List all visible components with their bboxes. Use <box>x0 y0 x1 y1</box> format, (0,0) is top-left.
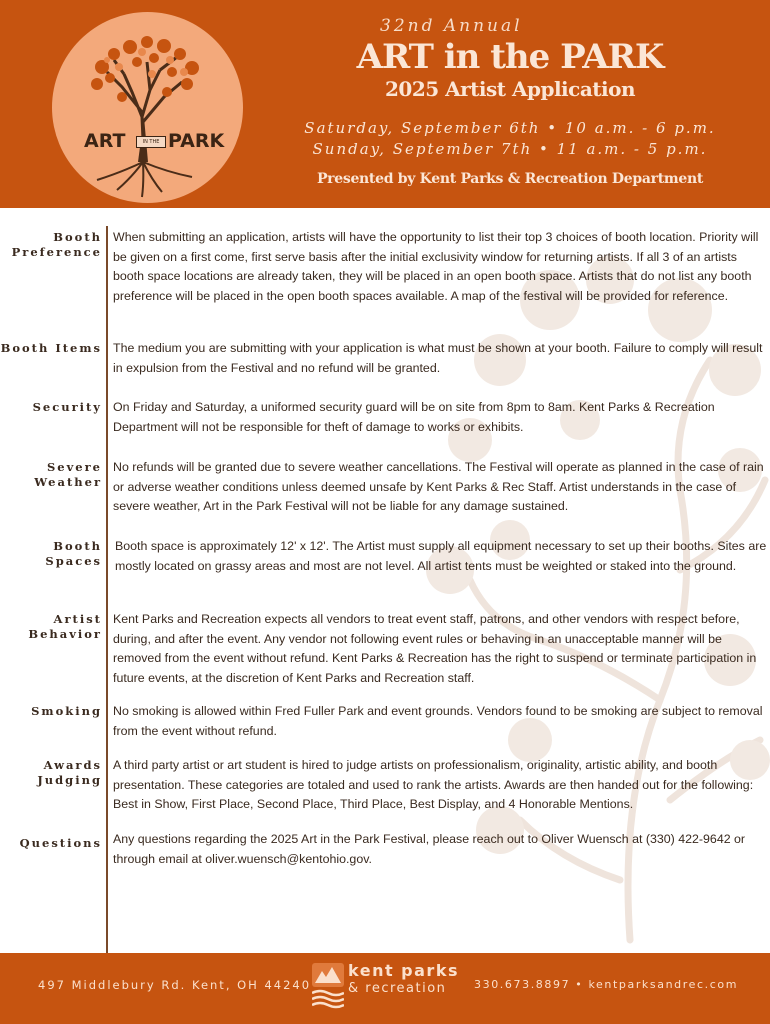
art-in-the-park-logo <box>52 12 243 203</box>
date-sunday: Sunday, September 7th • 11 a.m. - 5 p.m. <box>312 140 708 158</box>
section-label: Questions <box>19 836 102 850</box>
section-text: Any questions regarding the 2025 Art in the Park Festival, please reach out to Oliver Wuensch at (330) 422-9642 or through email at oliver.wuensch@kentohio.gov. <box>113 832 746 866</box>
section-text: No refunds will be granted due to severe weather cancellations. The Festival will operate as planned in the case of rain or adverse weather conditions unless deemed unsafe by Kent Parks & Rec Staff. Artist understands in the case of severe weather, Art in the Park Festival will not be liable for any damage sustained. <box>113 460 764 513</box>
annual-edition: 32nd Annual <box>380 16 523 36</box>
section-text: On Friday and Saturday, a uniformed security guard will be on site from 8pm to 8am. Kent Parks & Recreation Department will not be responsible for theft of damage to works or exhibits. <box>113 400 715 434</box>
kent-parks-logo-icon <box>312 963 344 1009</box>
page-title: ART in the PARK <box>356 37 664 77</box>
section-text: A third party artist or art student is hired to judge artists on professionalism, originality, artistic ability, and booth presentation. These categories are totaled and used to rank the artists. Awards are then handed out for the following: Best in Show, First Place, Second Place, Third Place, Best Display, and 4 Honorable Mentions. <box>113 758 754 811</box>
section-text: When submitting an application, artists will have the opportunity to list their top 3 choices of booth location. Priority will be given on a first come, first serve basis after the initial exclusivity window for returning artists. If all 3 of an artists booth space locations are already taken, they will be placed in an open booth space. Artists that do not list any booth preference will be placed in the open booth spaces available. A map of the festival will be provided for reference. <box>113 230 759 303</box>
logo-text-park: PARK <box>168 130 225 152</box>
logo-text-art: ART <box>84 130 126 152</box>
section-label: Booth Items <box>0 341 102 355</box>
section-text: Booth space is approximately 12' x 12'. The Artist must supply all equipment necessary to set up their booths. Sites are mostly located on grassy areas and most are not level. All artist tents must be weighted or staked into the ground. <box>115 539 767 573</box>
section-label: Severe Weather <box>34 460 102 489</box>
section-text: The medium you are submitting with your application is what must be shown at your booth. Failure to comply will result in expulsion from the Festival and no refund will be granted. <box>113 341 763 375</box>
footer-brand-kent-parks: kent parks <box>348 961 459 980</box>
date-saturday: Saturday, September 6th • 10 a.m. - 6 p.m. <box>304 119 716 137</box>
section-text: No smoking is allowed within Fred Fuller Park and event grounds. Vendors found to be smoking are subject to removal from the event without refund. <box>113 704 763 738</box>
footer <box>0 953 770 1024</box>
presented-by: Presented by Kent Parks & Recreation Department <box>316 171 704 187</box>
section-label: Awards Judging <box>37 758 102 787</box>
section-text: Kent Parks and Recreation expects all vendors to treat event staff, patrons, and other vendors with respect before, during, and after the event. Any vendor not following event rules or behaving in an unacceptable manner will be removed from the event without refund. Kent Parks & Recreation has the right to suspend or terminate participation in future events, at the discretion of Kent Parks and Recreation staff. <box>113 612 757 685</box>
section-label: Booth Preference <box>11 230 102 259</box>
header-banner <box>0 0 770 208</box>
page-subtitle: 2025 Artist Application <box>384 77 635 101</box>
footer-contact: 330.673.8897 • kentparksandrec.com <box>474 978 739 991</box>
section-label: Security <box>32 400 102 414</box>
tree-icon <box>52 12 243 203</box>
section-label: Booth Spaces <box>45 539 102 568</box>
section-label: Smoking <box>31 704 102 718</box>
section-divider <box>106 226 108 953</box>
footer-brand-recreation: & recreation <box>348 981 447 996</box>
section-label: Artist Behavior <box>28 612 102 641</box>
footer-address: 497 Middlebury Rd. Kent, OH 44240 <box>38 978 312 992</box>
logo-text-in-the: IN THE <box>136 136 166 148</box>
